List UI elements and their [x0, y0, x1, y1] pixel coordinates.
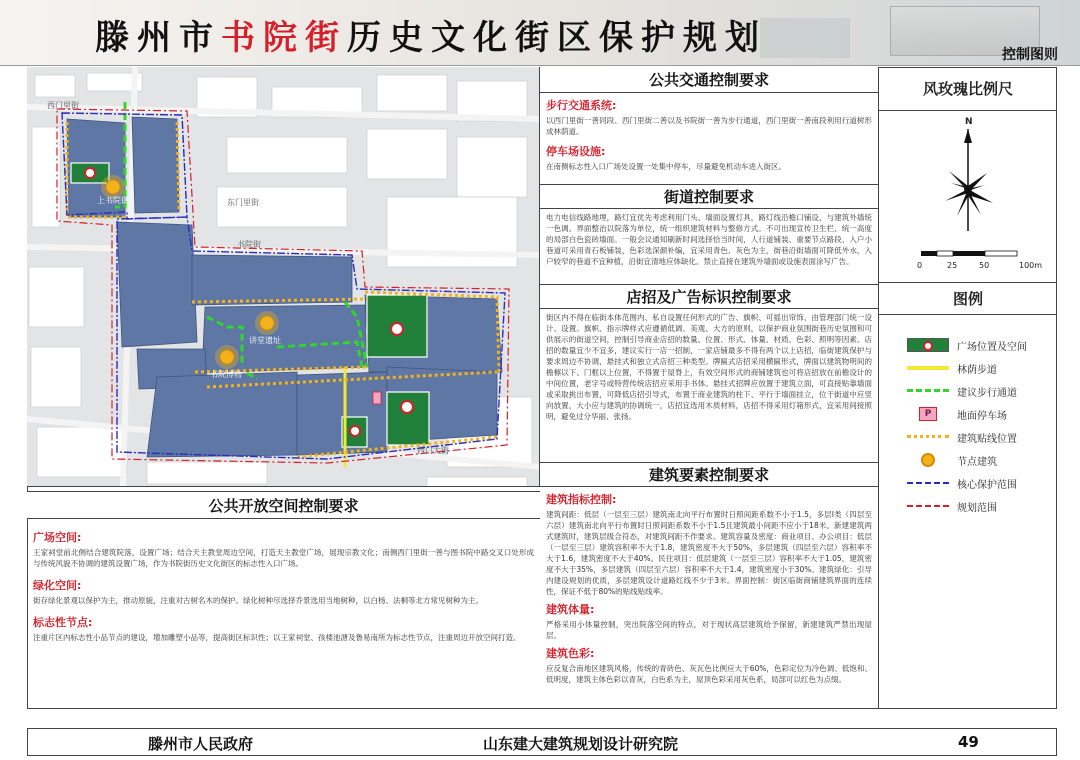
plaza-symbol-icon	[907, 338, 949, 352]
color-heading: 建筑色彩:	[546, 647, 595, 660]
street-text: 电力电信线路地埋，路灯宜优先考虑利用门头、墙面设置灯具，路灯线沿檐口铺设，与建筑外墙统一色调。界面整治以院落为单位，统一组织建筑材料与整修方式。不可出现宣传卫生栏、统一高度的局部白色瓷砖墙面。一般会议通知刷新时间选择恰当时间，人行道铺装、重要节点路段、入户小巷道可采用青石板铺装，色彩选深颜补编，宜采用青色、灰色为主，街巷沿街墙面可降低外水，入户较窄的巷道不宜种植，沿街宜清地应体缺化。禁止直接在建筑外墙面或设施表面涂写广告。	[546, 213, 872, 266]
legend-label: 规划范围	[957, 502, 997, 514]
legend-label: 核心保护范围	[957, 479, 1017, 491]
street-title: 街道控制要求	[540, 185, 878, 209]
tree-path-symbol-icon	[907, 361, 949, 375]
scale-25: 25	[947, 261, 958, 270]
road-label: 书院街	[237, 240, 261, 249]
page-subtitle: 控制图则	[1002, 47, 1058, 63]
rose-title-panel	[879, 67, 1057, 111]
legend-item	[907, 498, 997, 514]
landmark-heading: 标志性节点:	[33, 616, 93, 629]
legend-label: 地面停车场	[957, 410, 1007, 422]
green-heading: 绿化空间:	[33, 579, 82, 592]
signage-text: 街区内不得在临街本体范围内、私自设置任何形式的广告、旗帜、可摇出帘饰、由管理部门统一设计、设置。旗帜、指示牌样式应遵循低调、美观、大方的原则，以保护商业氛围街巷历史氛围和可供展示的街道空间，控制引导商业店招的数量、位置、形式、体量、材质、色彩、照明等因素。店招的数量宜少不宜多，建议实行一店一招制，一家店铺最多不得有两个以上店招，临街建筑保护与要求周边不协调，悬挂式和独立式店招三种类型。牌匾式店招采用横匾形式，牌面以建筑物明间的檐檩以下、门框以上位置，不得置于屋脊上，有效空间形式的商铺建筑也可将店招放在前檐设计的中间位置，老字号或特营传统店招应采用手书体。悬挂式招牌应放置于建筑立面，可直接贴靠墙面或采取挑出布置，可降低店招引导式，布置于商业建筑的柱下、平行于墙面挂立，位于街道中应竖向放置，大小应与建筑的协调统一，店招宜选用木质材料，店招不得采用灯箱形式，宜采用间接照明，避免过分华丽、张扬。	[546, 313, 872, 421]
plaza-text: 王家祠堂前北侧结合建筑院落，设置广场；结合天主教堂周边空间，打造天主教堂广场，展现宗教文化；南侧西门里街一善与图书院中路交叉口处形成与传统风貌不协调的建筑设置广场，作为书院街历史文化街区的标志性入口广场。	[33, 548, 534, 568]
open-space-panel	[27, 487, 540, 709]
volume-heading: 建筑体量:	[546, 603, 595, 616]
pedestrian-heading: 步行交通系统:	[546, 99, 617, 112]
map-canvas	[27, 67, 540, 487]
site-map	[27, 67, 540, 487]
node-building-symbol-icon	[907, 453, 949, 467]
walk-path-symbol-icon	[907, 384, 949, 398]
signage-panel	[540, 285, 878, 463]
legend-item	[907, 475, 1017, 491]
map-label-school: 上书院街	[97, 196, 129, 205]
legend-column	[879, 67, 1057, 709]
legend-list	[879, 315, 1057, 709]
open-space-title: 公共开放空间控制要求	[27, 491, 540, 519]
legend-title: 图例	[952, 290, 983, 308]
index-text: 建筑间距：低层（一层至三层）建筑南北向平行布置时日照间距系数不小于1.5，多层Ⅰ类（四层至六层）建筑南北向平行布置时日照间距系数不小于1.5且建筑最小间距不应小于18米。新建建筑两式建筑时，建筑层级合符态，对建筑间距不作要求。建筑容量及密度：商业项目、办公项目：低层（一层至三层）建筑容积率不大于1.8，建筑密度不大于50%，多层建筑（四层至六层）容积率不大于1.6，建筑密度不大于40%。民住项目：低层建筑（一层至三层）容积率不大于1.05，建筑密度不大于35%，多层建筑（四层至六层）容积率不大于1.4，建筑密度小于30%。建筑绿化：引导内建设规划的优质，多层建筑设计道路红线不少于3米。界面控制：街区临街商铺建筑界面的连续性，保证不低于80%的贴线贴线率。	[546, 510, 872, 596]
control-requirements-column	[540, 67, 879, 709]
building-line-symbol-icon	[907, 430, 949, 444]
legend-item	[907, 383, 1017, 399]
footer-institute: 山东建大建筑规划设计研究院	[483, 735, 679, 753]
wind-rose-panel	[879, 111, 1057, 283]
legend-label: 广场位置及空间	[957, 341, 1027, 353]
scale-0: 0	[917, 261, 923, 270]
plaza-heading: 广场空间:	[33, 531, 82, 544]
volume-text: 严格采用小体量控制，突出院落空间的特点，对于现状高层建筑给予保留，新建建筑严禁出现屋层。	[546, 620, 872, 640]
footer-bar	[27, 728, 1057, 756]
legend-title-panel	[879, 283, 1057, 315]
legend-item	[907, 406, 1007, 422]
transport-panel	[540, 67, 878, 185]
road-label: 西门大街	[417, 446, 449, 455]
road-label: 东门里街	[227, 198, 259, 207]
building-panel	[540, 463, 878, 709]
title-part2: 历史文化街区保护规划	[347, 18, 767, 58]
pedestrian-text: 以西门里街一善同段、西门里街二善以及书院街一善为步行通道，西门里街一善南段利用行道树形成林荫道。	[546, 116, 872, 136]
north-label: N	[965, 117, 973, 127]
title-part1: 滕州市	[95, 18, 221, 58]
parking-symbol-icon: P	[907, 407, 949, 421]
road-label: 西门里街	[47, 101, 79, 110]
title-banner	[0, 0, 1080, 66]
legend-item	[907, 429, 1017, 445]
legend-item	[907, 360, 997, 376]
building-title: 建筑要素控制要求	[540, 463, 878, 487]
scale-50: 50	[979, 261, 990, 270]
map-label-museum: 书院博物	[210, 370, 242, 379]
scale-100m: 100m	[1019, 261, 1043, 270]
title-red: 书院街	[221, 18, 347, 58]
wind-rose-icon	[879, 111, 1057, 283]
rose-title: 风玫瑰比例尺	[922, 80, 1013, 98]
banner-building-image	[760, 18, 850, 58]
legend-item	[907, 337, 1027, 353]
legend-item	[907, 452, 997, 468]
color-text: 应反复合南地区建筑风格，传统的青砖色、灰瓦色比例应大于60%，色彩定位为冷色调、低饱和、低明度，建筑主体色彩以青灰，白色系为主，屋顶色彩采用灰色系，局部可以红色为点缀。	[546, 664, 872, 684]
planning-boundary-symbol-icon	[907, 499, 949, 513]
signage-title: 店招及广告标识控制要求	[540, 285, 878, 309]
landmark-text: 注重片区内标志性小品节点的建设，增加雕塑小品等，提高街区标识性；以王家祠堂、孩楼池溏及鲁易南所为标志性节点，注重周边开放空间打造。	[33, 633, 521, 642]
street-panel	[540, 185, 878, 285]
core-boundary-symbol-icon	[907, 476, 949, 490]
index-heading: 建筑指标控制:	[546, 493, 617, 506]
legend-label: 林荫步道	[957, 364, 997, 376]
legend-label: 节点建筑	[957, 456, 997, 468]
map-label-lecture: 讲堂遗址	[249, 336, 281, 345]
parking-text: 在南侧标志性入口广场处设置一处集中停车，尽量避免机动车进入街区。	[546, 162, 786, 171]
legend-label: 建筑贴线位置	[957, 433, 1017, 445]
legend-label: 建议步行通道	[957, 387, 1017, 399]
green-text: 街存绿化景观以保护为主，推动原貌，注重对古树名木的保护。绿化树种尽选择乔景选用当地树种，以白杨、法桐等北方常见树种为主。	[33, 596, 483, 605]
transport-title: 公共交通控制要求	[540, 67, 878, 93]
page-title	[95, 10, 767, 59]
footer-government: 滕州市人民政府	[148, 735, 254, 753]
page-number: 49	[958, 733, 979, 751]
parking-heading: 停车场设施:	[546, 145, 606, 158]
